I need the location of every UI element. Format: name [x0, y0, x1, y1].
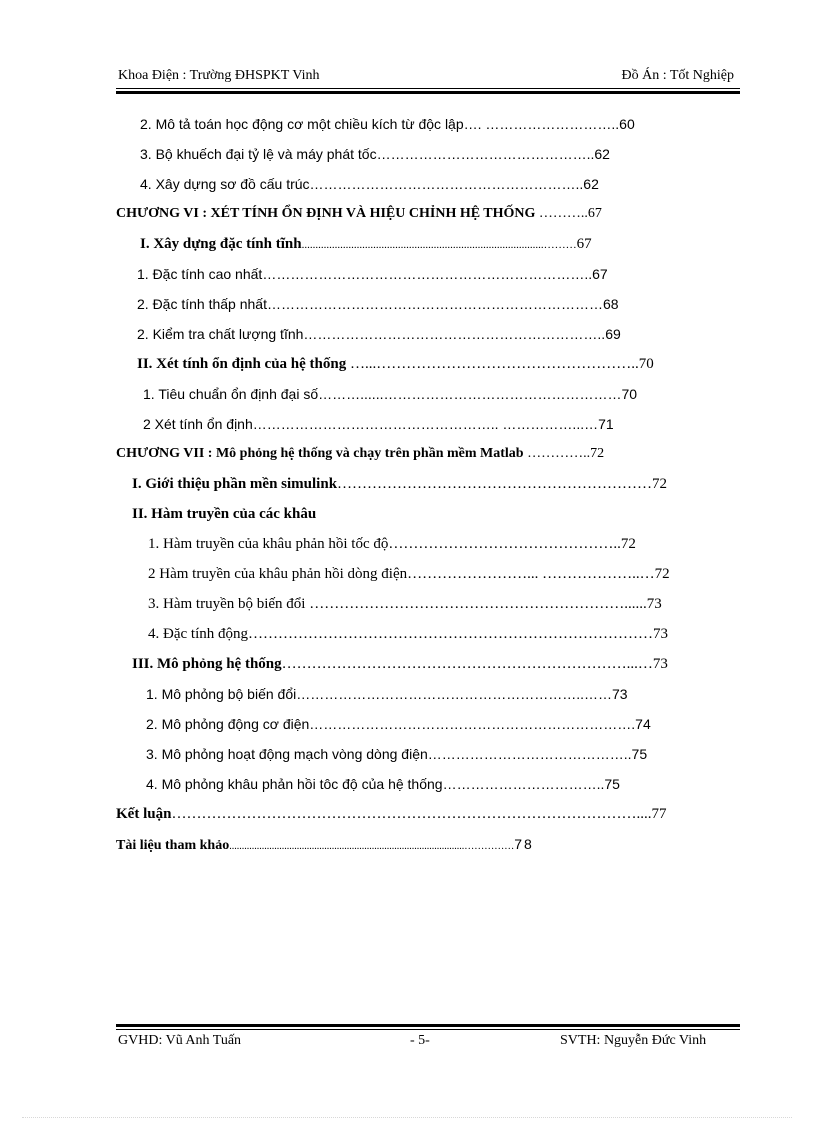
toc-entry-page: 67 [576, 236, 592, 252]
toc-chapter-text: CHƯƠNG VII : Mô phỏng hệ thống và chạy trên phần mềm Matlab [116, 446, 528, 461]
toc-entry-text: 2. Kiểm tra chất lượng tĩnh [137, 326, 304, 342]
toc-entry [146, 714, 651, 734]
toc-entry [148, 534, 636, 554]
toc-entry-text: 4. Mô phỏng khâu phản hồi tôc độ của hệ thống [146, 776, 443, 792]
toc-section-text: I. Xây dựng đặc tính tĩnh [140, 236, 302, 252]
toc-entry [140, 144, 610, 164]
toc-chapter [116, 204, 602, 224]
toc-entry-page: …71 [584, 416, 614, 432]
toc-entry-leader: ………………………… [442, 776, 583, 792]
toc-entry-leader: ……… [538, 206, 581, 221]
toc-entry-page: …68 [588, 296, 619, 312]
toc-entry [146, 744, 647, 764]
toc-entry-leader: ………......………………………………………… [318, 386, 608, 402]
toc-entry-page: …72 [637, 476, 668, 492]
toc-entry-page: ......73 [624, 596, 662, 612]
toc-entry-leader: ………………………………………………………………………………… [171, 806, 637, 822]
toc-entry-leader: …………………………………………………… [337, 476, 638, 492]
toc-entry-page: ....77 [636, 806, 667, 822]
toc-entry-leader: …………………………………………………………… [281, 656, 627, 672]
toc-entry-page: …..69 [583, 326, 621, 342]
toc-entry-text: 2. Mô phỏng động cơ điện [146, 716, 310, 732]
toc-entry-leader: ………………………………………………………………… [247, 626, 623, 642]
header-rule-thick [116, 91, 740, 94]
toc-entry-page: ..67 [584, 266, 608, 282]
toc-entry-leader: ………………………………………………………… [309, 716, 618, 732]
toc-entry-text: Tài liệu tham khảo [116, 838, 230, 853]
toc-chapter [116, 444, 604, 464]
toc-entry [143, 384, 637, 404]
toc-entry-page: …70 [607, 386, 638, 402]
toc-entry-leader: ………………………………………………… [309, 176, 576, 192]
page-bottom-border [22, 1117, 792, 1118]
toc-entry-page: …..72 [598, 536, 636, 552]
header-right: Đồ Án : Tốt Nghiệp [621, 68, 734, 83]
toc-entry-leader: ..............................................................................................…………… [229, 841, 515, 852]
toc-entry-page: …..75 [609, 746, 648, 762]
toc-entry-text: 2. Mô tả toán học động cơ một chiều kích từ độc lập…. [140, 116, 486, 132]
toc-entry-leader: ........................................................................................……… [301, 239, 577, 251]
toc-entry [140, 114, 635, 134]
toc-entry-text: 3. Bộ khuếch đại tỷ lệ và máy phát tốc [140, 146, 377, 162]
toc-entry-page: ……73 [584, 686, 628, 702]
toc-entry-leader: ……………………………………………………… [309, 596, 625, 612]
toc-section-text: I. Giới thiệu phần mền simulink [132, 476, 338, 492]
toc-entry-page: …..75 [582, 776, 620, 792]
toc-entry-page: ...…73 [626, 656, 668, 672]
toc-entry-text: 2 Xét tính ổn định [143, 416, 253, 432]
toc-section-text: II. Xét tính ổn định của hệ thống [137, 356, 350, 372]
toc-entry-conclusion [116, 804, 666, 824]
toc-section [132, 474, 667, 494]
toc-section [137, 354, 654, 374]
footer-right: SVTH: Nguyễn Đức Vinh [560, 1033, 707, 1048]
toc-entry-text: 3. Mô phỏng hoạt động mạch vòng dòng điện [146, 746, 428, 762]
toc-entry [137, 324, 621, 344]
toc-entry-page: ..60 [611, 116, 635, 132]
toc-entry-leader: ………………………………… [427, 746, 610, 762]
toc-entry-text: 1. Hàm truyền của khâu phản hồi tốc độ [148, 536, 389, 552]
toc-entry-leader: ……………………… [485, 116, 612, 132]
toc-entry [140, 174, 599, 194]
toc-entry-leader: ………… [527, 446, 584, 461]
toc-entry [148, 624, 668, 644]
toc-entry-leader: …………………………………………………….. [296, 686, 585, 702]
toc-entry-text: 2 Hàm truyền của khâu phản hồi dòng điện [148, 566, 408, 582]
toc-entry-text: 1. Mô phỏng bộ biến đổi [146, 686, 297, 702]
toc-entry-text: 1. Đặc tính cao nhất [137, 266, 263, 282]
toc-entry-page: ……73 [622, 626, 668, 642]
toc-entry [146, 684, 628, 704]
toc-entry-leader: …………………………………………….. ……………... [252, 416, 585, 432]
toc-section-text: II. Hàm truyền của các khâu [132, 506, 317, 522]
toc-entry-leader: ……………………………………… [376, 146, 587, 162]
toc-section-text: III. Mô phỏng hệ thống [132, 656, 282, 672]
toc-entry-references [116, 834, 534, 854]
toc-entry [137, 264, 608, 284]
toc-entry [137, 294, 619, 314]
toc-section [140, 234, 592, 254]
toc-entry-text: 4. Đặc tính động [148, 626, 248, 642]
footer-left: GVHD: Vũ Anh Tuấn [118, 1033, 242, 1048]
toc-entry-page: ….74 [617, 716, 651, 732]
toc-entry-leader: ……………………... ……………… [407, 566, 633, 582]
toc-entry-page: ..…72 [632, 566, 670, 582]
toc-entry-leader: …...………………………………………… [349, 356, 617, 372]
footer-rule-thick [116, 1024, 740, 1027]
header-rule-thin [116, 88, 740, 89]
toc-entry-page: ..62 [586, 146, 610, 162]
toc-entry-page: ..72 [583, 446, 605, 461]
toc-entry-text: Kết luận [116, 806, 172, 822]
header-left: Khoa Điện : Trường ĐHSPKT Vinh [118, 68, 320, 83]
toc-entry-text: 4. Xây dựng sơ đồ cấu trúc [140, 176, 310, 192]
footer-rule-thin [116, 1029, 740, 1030]
toc-entry [148, 564, 670, 584]
page-header [116, 68, 736, 86]
toc-entry-leader: …………………………………… [388, 536, 599, 552]
toc-entry [148, 594, 662, 614]
toc-entry-text: 2. Đặc tính thấp nhất [137, 296, 267, 312]
toc-entry [146, 774, 620, 794]
toc-entry-page: ..67 [580, 206, 602, 221]
toc-entry-text: 1. Tiêu chuẩn ổn định đại số [143, 386, 319, 402]
toc-section [132, 504, 316, 524]
toc-entry-page: …..70 [616, 356, 654, 372]
toc-entry-page: 78 [514, 836, 534, 852]
toc-entry-leader: …………………………………………………………… [262, 266, 585, 282]
toc-section [132, 654, 668, 674]
toc-entry [143, 414, 614, 434]
toc-entry-leader: …………………………………………………… [303, 326, 584, 342]
toc-entry-leader: …………………………………………………………… [266, 296, 589, 312]
toc-chapter-text: CHƯƠNG VI : XÉT TÍNH ỔN ĐỊNH VÀ HIỆU CHỈNH HỆ THỐNG [116, 206, 539, 221]
toc-entry-text: 3. Hàm truyền bộ biến đổi [148, 596, 310, 612]
toc-entry-page: ..62 [575, 176, 599, 192]
page-number: - 5- [410, 1033, 430, 1048]
